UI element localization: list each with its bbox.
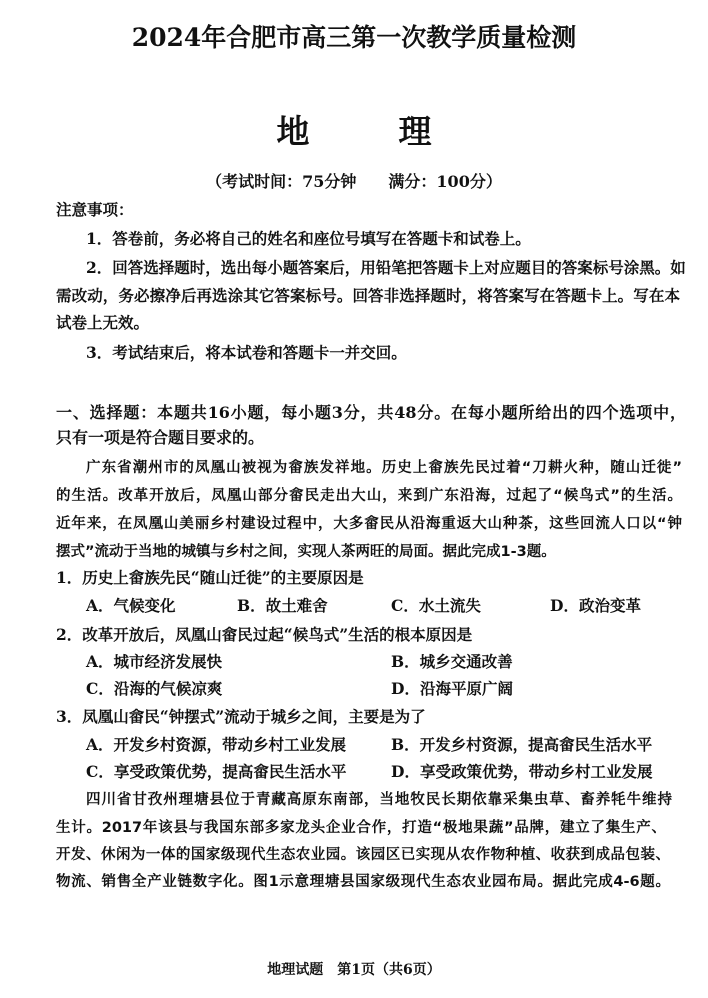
question-stem: 2．改革开放后，凤凰山畲民过起“候鸟式”生活的根本原因是: [56, 625, 473, 644]
note-line: 1．答卷前，务必将自己的姓名和座位号填写在答题卡和试卷上。: [86, 229, 531, 248]
passage-line: 开发、休闲为一体的国家级现代生态农业园。该园区已实现从农作物种植、收获到成品包装、: [56, 847, 670, 863]
option-b: B．城乡交通改善: [391, 652, 513, 671]
note-line: 试卷上无效。: [56, 313, 150, 332]
note-line: 需改动，务必擦净后再选涂其它答案标号。回答非选择题时，将答案写在答题卡上。写在本: [56, 286, 680, 305]
option-a: A．开发乡村资源，带动乡村工业发展: [86, 735, 347, 754]
option-c: C．享受政策优势，提高畲民生活水平: [86, 762, 347, 781]
section-heading: 一、选择题：本题共16小题，每小题3分，共48分。在每小题所给出的四个选项中，: [56, 403, 686, 422]
option-b: B．开发乡村资源，提高畲民生活水平: [391, 735, 653, 754]
question-stem: 1．历史上畲族先民“随山迁徙”的主要原因是: [56, 568, 364, 587]
option-b: B．故土难舍: [237, 596, 328, 615]
exam-info: （考试时间：75分钟 满分：100分）: [206, 172, 502, 191]
option-c: C．沿海的气候凉爽: [86, 679, 223, 698]
passage-line: 近年来，在凤凰山美丽乡村建设过程中，大多畲民从沿海重返大山种茶，这些回流人口以“钟: [56, 516, 682, 532]
option-d: D．享受政策优势，带动乡村工业发展: [391, 762, 653, 781]
exam-title: 2024年合肥市高三第一次教学质量检测: [131, 23, 577, 52]
passage-line: 四川省甘孜州理塘县位于青藏高原东南部，当地牧民长期依靠采集虫草、畜养牦牛维持: [86, 792, 672, 808]
passage-line: 广东省潮州市的凤凰山被视为畲族发祥地。历史上畲族先民过着“刀耕火种，随山迁徙”: [86, 460, 682, 476]
passage-line: 摆式”流动于当地的城镇与乡村之间，实现人茶两旺的局面。据此完成1-3题。: [56, 544, 556, 560]
note-line: 3．考试结束后，将本试卷和答题卡一并交回。: [86, 343, 407, 362]
subject-title: 地 理: [276, 112, 460, 151]
option-d: D．沿海平原广阔: [391, 679, 513, 698]
note-line: 2．回答选择题时，选出每小题答案后，用铅笔把答题卡上对应题目的答案标号涂黑。如: [86, 258, 686, 277]
page-footer: 地理试题 第1页（共6页）: [267, 962, 441, 978]
option-a: A．气候变化: [86, 596, 176, 615]
notes-heading: 注意事项：: [56, 200, 134, 219]
passage-line: 物流、销售全产业链数字化。图1示意理塘县国家级现代生态农业园布局。据此完成4-6题。: [56, 874, 670, 890]
passage-line: 生计。2017年该县与我国东部多家龙头企业合作，打造“极地果蔬”品牌，建立了集生产、: [56, 820, 666, 836]
question-stem: 3．凤凰山畲民“钟摆式”流动于城乡之间，主要是为了: [56, 707, 426, 726]
passage-line: 的生活。改革开放后，凤凰山部分畲民走出大山，来到广东沿海，过起了“候鸟式”的生活。: [56, 488, 682, 504]
option-d: D．政治变革: [550, 596, 641, 615]
option-a: A．城市经济发展快: [86, 652, 223, 671]
section-heading: 只有一项是符合题目要求的。: [56, 428, 265, 447]
option-c: C．水土流失: [391, 596, 481, 615]
